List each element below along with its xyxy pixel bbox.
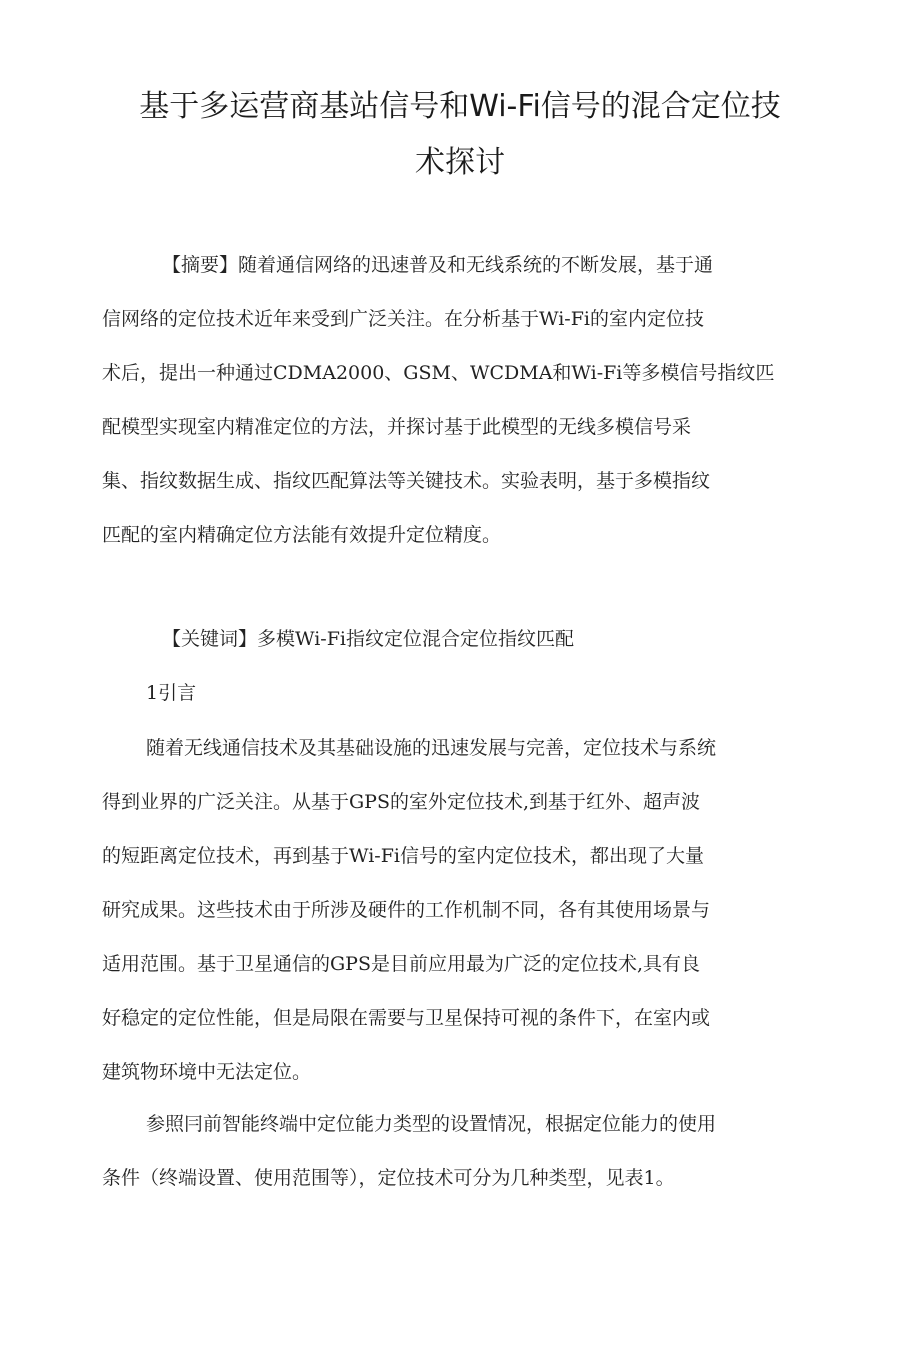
paragraph-line: 的短距离定位技术，再到基于Wi-Fi信号的室内定位技术，都出现了大量 <box>102 845 704 867</box>
abstract-line: 集、指纹数据生成、指纹匹配算法等关键技术。实验表明，基于多模指纹 <box>102 470 711 492</box>
paper-title-line-2: 术探讨 <box>415 145 505 180</box>
paragraph-line: 研究成果。这些技术由于所涉及硬件的工作机制不同，各有其使用场景与 <box>102 899 711 921</box>
keywords-line: 【关键词】多模Wi-Fi指纹定位混合定位指纹匹配 <box>162 628 574 650</box>
introduction-paragraph-1 <box>102 721 772 1099</box>
section-heading <box>102 666 772 720</box>
paragraph-line: 好稳定的定位性能，但是局限在需要与卫星保持可视的条件下，在室内或 <box>102 1007 711 1029</box>
paragraph-line: 得到业界的广泛关注。从基于GPS的室外定位技术,到基于红外、超声波 <box>102 791 701 813</box>
paragraph-line: 适用范围。基于卫星通信的GPS是目前应用最为广泛的定位技术,具有良 <box>102 953 701 975</box>
paragraph-line: 参照冃前智能终端中定位能力类型的设置情况，根据定位能力的使用 <box>146 1113 717 1135</box>
introduction-paragraph-2 <box>102 1097 772 1205</box>
abstract-line: 信网络的定位技术近年来受到广泛关注。在分析基于Wi-Fi的室内定位技 <box>102 308 704 330</box>
abstract-paragraph <box>102 238 775 562</box>
paragraph-line: 建筑物环境中无法定位。 <box>102 1061 312 1083</box>
paragraph-line: 条件（终端设置、使用范围等），定位技术可分为几种类型，见表1。 <box>102 1167 675 1189</box>
abstract-line: 匹配的室内精确定位方法能有效提升定位精度。 <box>102 524 502 546</box>
abstract-line: 【摘要】随着通信网络的迅速普及和无线系统的不断发展，基于通 <box>162 254 714 276</box>
keywords-paragraph <box>102 612 772 666</box>
abstract-line: 术后，提出一种通过CDMA2000、GSM、WCDMA和Wi-Fi等多模信号指纹匹 <box>102 362 775 384</box>
paper-title-line-1: 基于多运营商基站信号和Wi-Fi信号的混合定位技 <box>139 89 781 124</box>
section-1-heading: 1引言 <box>146 682 197 704</box>
paragraph-line: 随着无线通信技术及其基础设施的迅速发展与完善，定位技术与系统 <box>146 737 717 759</box>
abstract-line: 配模型实现室内精准定位的方法，并探讨基于此模型的无线多模信号采 <box>102 416 692 438</box>
